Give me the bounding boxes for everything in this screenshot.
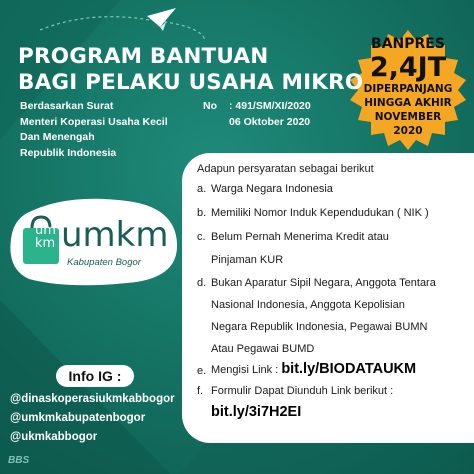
requirement-item [197, 230, 465, 244]
item-text: Belum Pernah Menerima Kredit atau [211, 231, 389, 243]
page-title [18, 44, 363, 96]
logo-mark-top: um [35, 223, 56, 238]
badge-program: BANPRES [371, 36, 445, 52]
footer-mark: BBS [8, 455, 30, 466]
requirement-item-continued [197, 405, 465, 419]
logo-subtitle: Kabupaten Bogor [67, 257, 141, 268]
requirement-item [197, 384, 465, 398]
requirement-item-continued [197, 320, 465, 334]
item-label: c. [197, 231, 206, 243]
logo-mark [35, 224, 56, 250]
reference-block [203, 99, 311, 130]
item-text: Pinjaman KUR [211, 254, 284, 266]
instagram-handle[interactable]: @dinaskoperasiukmkabbogor [10, 393, 175, 405]
logo-word: umkm [61, 215, 169, 255]
badge [346, 36, 470, 138]
item-text: Mengisi Link : [211, 364, 282, 376]
badge-year: 2020 [393, 125, 423, 137]
subtitle-line: Dan Menengah [20, 131, 95, 143]
requirement-item-continued [197, 342, 465, 356]
subtitle [20, 99, 168, 161]
info-ig-label: Info IG : [56, 365, 134, 387]
item-text: Nasional Indonesia, Anggota Kepolisian [211, 299, 405, 311]
badge-until: HINGGA AKHIR [364, 97, 452, 109]
requirements-intro: Adapun persyaratan sebagai berikut [197, 163, 374, 175]
item-label: d. [197, 277, 207, 289]
reference-date: 06 Oktober 2020 [229, 115, 311, 128]
title-line-2: BAGI PELAKU USAHA MIKRO [18, 70, 364, 95]
title-line-1: PROGRAM BANTUAN [18, 44, 269, 69]
requirement-item-continued [197, 298, 465, 312]
requirement-item [197, 276, 465, 290]
item-label: f. [197, 385, 204, 397]
subtitle-line: Republik Indonesia [20, 146, 117, 159]
instagram-handle[interactable]: @umkmkabupatenbogor [10, 412, 146, 424]
item-text: Formulir Dapat Diunduh Link berikut : [211, 385, 394, 397]
paper-plane-icon [147, 8, 176, 31]
biodata-link[interactable]: bit.ly/BIODATAUKM [281, 361, 417, 377]
requirement-item-continued [197, 253, 465, 267]
requirement-item [197, 182, 465, 196]
item-text: Memiliki Nomor Induk Kependudukan ( NIK ) [211, 207, 429, 219]
reference-number: : 491/SM/XI/2020 [229, 100, 311, 112]
item-text: Negara Republik Indonesia, Pegawai BUMN [211, 321, 428, 333]
item-label: e. [197, 365, 207, 377]
item-label: a. [197, 183, 207, 195]
logo-mark-bottom: km [35, 236, 56, 251]
badge-month: NOVEMBER [374, 111, 442, 123]
requirement-item [197, 362, 465, 377]
item-label: b. [197, 207, 207, 219]
badge-amount: 2,4JT [369, 52, 447, 83]
requirement-item [197, 206, 465, 220]
item-text: Bukan Aparatur Sipil Negara, Anggota Tentara [211, 277, 436, 289]
subtitle-line: Menteri Koperasi Usaha Kecil [20, 115, 168, 128]
reference-no-label: No [203, 100, 217, 112]
item-text: Warga Negara Indonesia [211, 183, 333, 195]
subtitle-line: Berdasarkan Surat [20, 100, 114, 112]
badge-extended: DIPERPANJANG [363, 83, 453, 95]
form-download-link[interactable]: bit.ly/3i7H2EI [211, 404, 302, 420]
instagram-handle[interactable]: @ukmkabbogor [10, 431, 98, 443]
item-text: Atau Pegawai BUMD [211, 343, 315, 355]
